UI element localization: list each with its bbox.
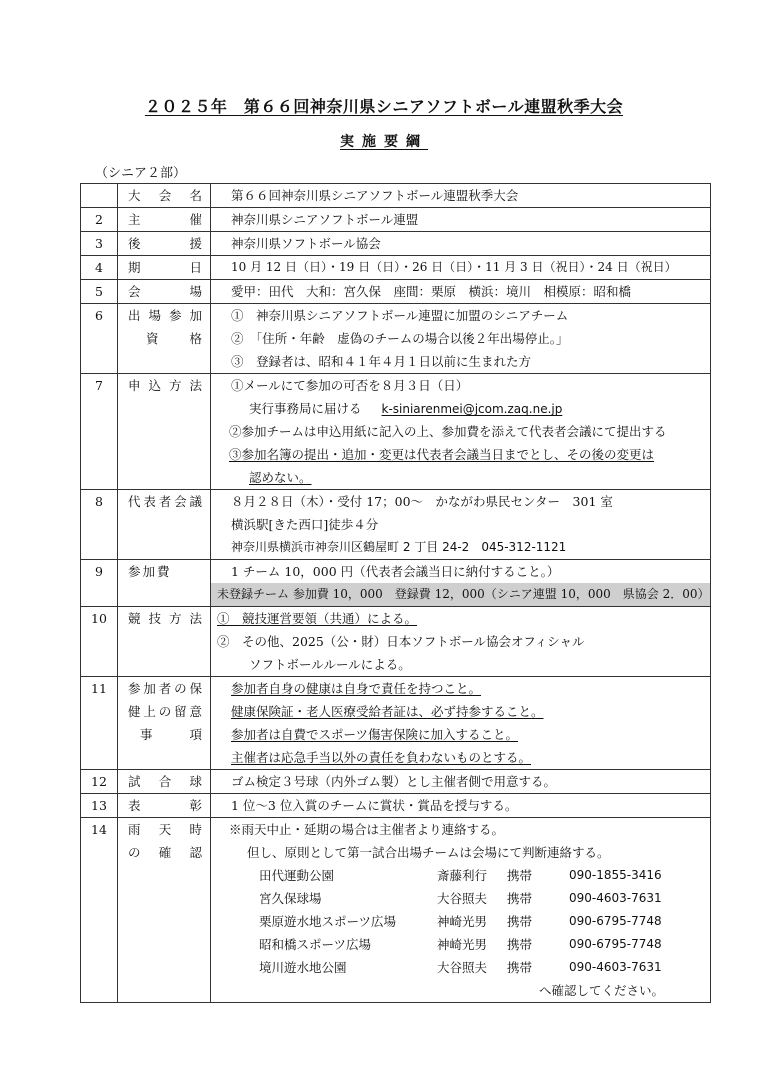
- contact-row: 宮久保球場 大谷照夫 携帯 090-4603-7631: [259, 891, 662, 906]
- row-number: [81, 184, 118, 208]
- row-item: 表 彰: [118, 794, 211, 818]
- table-row: [81, 770, 711, 794]
- table-row: [81, 280, 711, 304]
- row-item: 出 場 参 加 資 格: [118, 304, 211, 374]
- table-row: [81, 560, 711, 607]
- table-row: [81, 607, 711, 677]
- row-detail: 参加者自身の健康は自身で責任を持つこと。 健康保険証・老人医療受給者証は、必ず持参すること。 参加者は自費でスポーツ傷害保険に加入すること。 主催者は応急手当以外の責任を負わないものとする。: [211, 677, 711, 770]
- row-number: 14: [81, 818, 118, 1003]
- document-title: ２０２５年 第６６回神奈川県シニアソフトボール連盟秋季大会: [144, 97, 624, 116]
- row-item: 代 表 者 会 議: [118, 490, 211, 560]
- row-detail: ８月２８日（木）・受付 17；00～ かながわ県民センター 301 室 横浜駅[きた西口]徒歩４分 神奈川県横浜市神奈川区鶴屋町 2 丁目 24-2 045-312-1121: [211, 490, 711, 560]
- row-detail: ※雨天中止・延期の場合は主催者より連絡する。 但し、原則として第一試合出場チームは会場にて判断連絡する。 田代運動公園 斎藤利行 携帯 090-1855-3416 宮久保球場 大谷照夫 携帯 090-4603-7631 栗原遊水地スポーツ広場 神崎光男 携帯 090-6795-7748 昭和橋スポーツ広場 神崎光男 携帯 090-6795-7748 境川遊水地公園 大谷照夫 携帯 090-4603-7631 へ確認してください。: [211, 818, 711, 1003]
- unregistered-fee-highlight: 未登録チーム 参加費 10，000 登録費 12，000（シニア連盟 10，000 県協会 2．00）: [211, 583, 710, 606]
- document-subtitle: 実施要綱: [340, 134, 428, 150]
- row-number: 8: [81, 490, 118, 560]
- row-number: 6: [81, 304, 118, 374]
- row-number: 2: [81, 208, 118, 232]
- row-detail: 愛甲：田代 大和：宮久保 座間：栗原 横浜：境川 相模原：昭和橋: [211, 280, 711, 304]
- row-detail: ① 競技運営要領（共通）による。 ② その他、2025（公・財）日本ソフトボール協会オフィシャル ソフトボールルールによる。: [211, 607, 711, 677]
- row-detail: 神奈川県シニアソフトボール連盟: [211, 208, 711, 232]
- contact-row: 境川遊水地公園 大谷照夫 携帯 090-4603-7631: [259, 960, 662, 975]
- table-row: [81, 304, 711, 374]
- row-number: 7: [81, 374, 118, 490]
- row-detail: ①メールにて参加の可否を８月３日（日） 実行事務局に届ける k-siniarenmei@jcom.zaq.ne.jp ②参加チームは申込用紙に記入の上、参加費を添えて代表者会議にて提出する ③参加名簿の提出・追加・変更は代表者会議当日までとし、その後の変更は 認めない。: [211, 374, 711, 490]
- row-number: 11: [81, 677, 118, 770]
- row-detail: ① 神奈川県シニアソフトボール連盟に加盟のシニアチーム ② 「住所・年齢 虚偽のチームの場合以後２年出場停止。」 ③ 登録者は、昭和４１年４月１日以前に生まれた方: [211, 304, 711, 374]
- table-row: [81, 818, 711, 1003]
- row-item: 大 会 名: [118, 184, 211, 208]
- row-detail: 第６６回神奈川県シニアソフトボール連盟秋季大会: [211, 184, 711, 208]
- table-row: [81, 374, 711, 490]
- row-number: 9: [81, 560, 118, 607]
- row-item: 会 場: [118, 280, 211, 304]
- row-detail: ゴム検定３号球（内外ゴム製）とし主催者側で用意する。: [211, 770, 711, 794]
- table-row: [81, 184, 711, 208]
- table-row: [81, 794, 711, 818]
- row-item: 期 日: [118, 256, 211, 280]
- row-number: 5: [81, 280, 118, 304]
- division-label: （シニア２部）: [95, 166, 187, 181]
- row-detail: 神奈川県ソフトボール協会: [211, 232, 711, 256]
- row-item: 参 加 者 の 保 健 上 の 留 意 事 項: [118, 677, 211, 770]
- row-number: 12: [81, 770, 118, 794]
- row-item: 試 合 球: [118, 770, 211, 794]
- row-item: 後 援: [118, 232, 211, 256]
- row-item: 申 込 方 法: [118, 374, 211, 490]
- row-detail: 10 月 12 日（日）・19 日（日）・26 日（日）・11 月 3 日（祝日）・24 日（祝日）: [211, 256, 711, 280]
- row-detail: 1 位～3 位入賞のチームに賞状・賞品を授与する。: [211, 794, 711, 818]
- row-detail: 1 チーム 10，000 円（代表者会議当日に納付すること。） 未登録チーム 参加費 10，000 登録費 12，000（シニア連盟 10，000 県協会 2．00）: [211, 560, 711, 607]
- row-number: 4: [81, 256, 118, 280]
- table-row: [81, 208, 711, 232]
- table-row: [81, 490, 711, 560]
- row-item: 参加費: [118, 560, 211, 607]
- contact-row: 昭和橋スポーツ広場 神崎光男 携帯 090-6795-7748: [259, 937, 662, 952]
- row-number: 3: [81, 232, 118, 256]
- table-row: [81, 677, 711, 770]
- row-item: 雨 天 時 の 確 認: [118, 818, 211, 1003]
- table-row: [81, 232, 711, 256]
- table-row: [81, 256, 711, 280]
- row-item: 競 技 方 法: [118, 607, 211, 677]
- contact-row: 栗原遊水地スポーツ広場 神崎光男 携帯 090-6795-7748: [259, 914, 662, 929]
- contact-row: 田代運動公園 斎藤利行 携帯 090-1855-3416: [259, 868, 662, 883]
- row-number: 13: [81, 794, 118, 818]
- spec-table: [80, 183, 711, 1003]
- row-item: 主 催: [118, 208, 211, 232]
- row-number: 10: [81, 607, 118, 677]
- contact-email-link[interactable]: k-siniarenmei@jcom.zaq.ne.jp: [381, 402, 563, 416]
